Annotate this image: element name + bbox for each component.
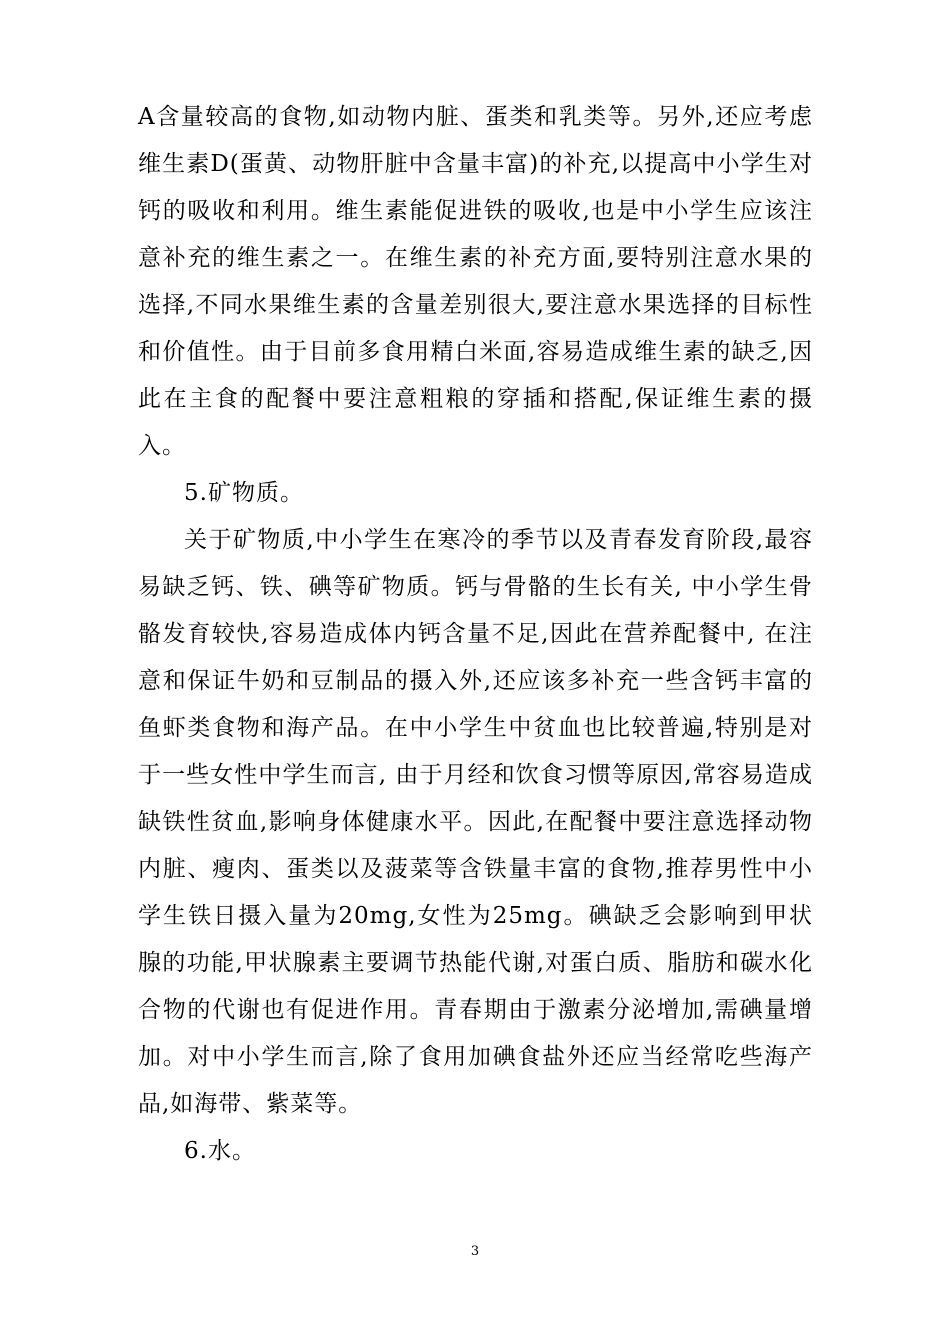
- heading-minerals: 5.矿物质。: [184, 480, 304, 506]
- page-number: 3: [470, 1244, 480, 1259]
- paragraph-minerals: 关于矿物质,中小学生在寒冷的季节以及青春发育阶段,最容易缺乏钙、铁、碘等矿物质。钙与骨骼的生长有关, 中小学生骨骼发育较快,容易造成体内钙含量不足,因此在营养配餐中, 在注意和保证牛奶和豆制品的摄入外,还应该多补充一些含钙丰富的鱼虾类食物和海产品。在中小学生中贫血也比较普遍,特别是对于一些女性中学生而言, 由于月经和饮食习惯等原因,常容易造成缺铁性贫血,影响身体健康水平。因此,在配餐中要注意选择动物内脏、瘦肉、蛋类以及菠菜等含铁量丰富的食物,推荐男性中小学生铁日摄入量为20mg,女性为25mg。碘缺乏会影响到甲状腺的功能,甲状腺素主要调节热能代谢,对蛋白质、脂肪和碳水化合物的代谢也有促进作用。青春期由于激素分泌增加,需碘量增加。对中小学生而言,除了食用加碘食盐外还应当经常吃些海产品,如海带、紫菜等。: [138, 527, 813, 1117]
- heading-water: 6.水。: [184, 1138, 256, 1164]
- paragraph-vitamin-continuation: A含量较高的食物,如动物内脏、蛋类和乳类等。另外,还应考虑维生素D(蛋黄、动物肝脏中含量丰富)的补充,以提高中小学生对钙的吸收和利用。维生素能促进铁的吸收,也是中小学生应该注意补充的维生素之一。在维生素的补充方面,要特别注意水果的选择,不同水果维生素的含量差别很大,要注意水果选择的目标性和价值性。由于目前多食用精白米面,容易造成维生素的缺乏,因此在主食的配餐中要注意粗粮的穿插和搭配,保证维生素的摄入。: [138, 104, 813, 459]
- document-body: [138, 94, 813, 1175]
